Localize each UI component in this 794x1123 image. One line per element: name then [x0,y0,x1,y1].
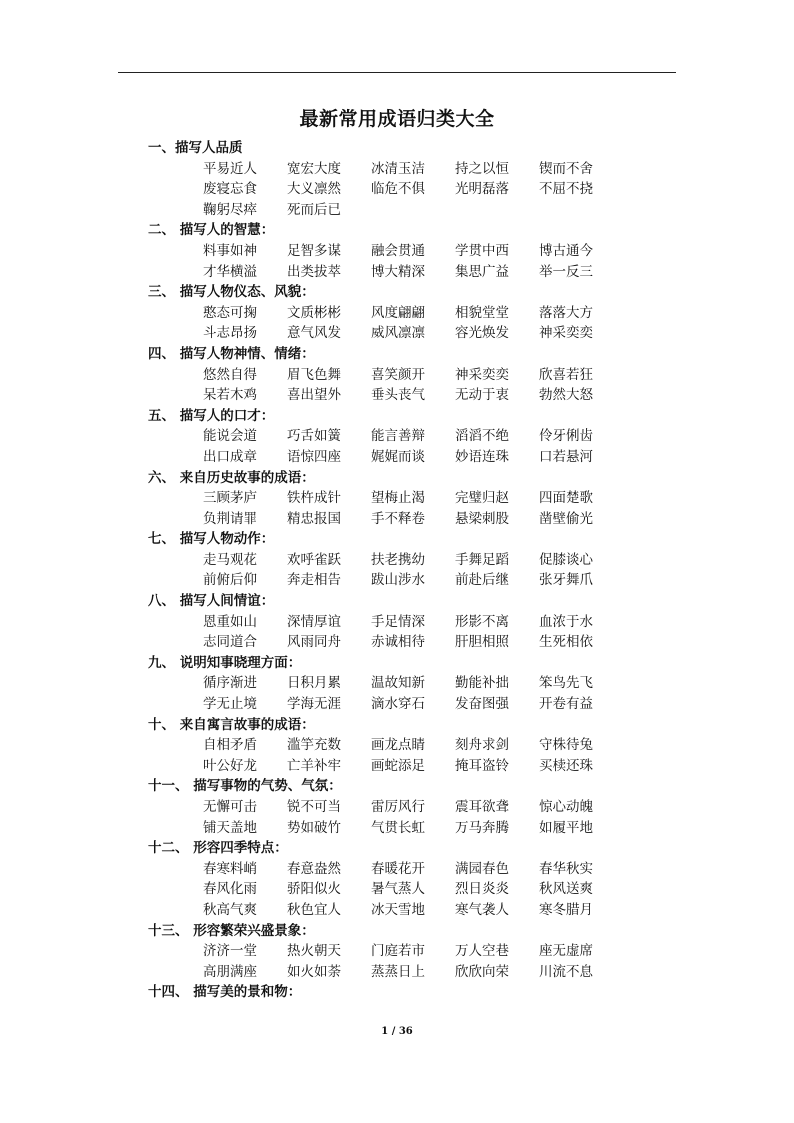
idiom: 万马奔腾 [455,819,509,836]
idiom: 悬梁刺股 [455,510,509,527]
idiom-row [148,673,618,694]
idiom: 跋山涉水 [371,572,425,589]
idiom: 温故知新 [371,675,425,692]
idiom: 风雨同舟 [287,634,341,651]
idiom-row [148,323,618,344]
idiom: 语惊四座 [287,448,341,465]
idiom: 促膝谈心 [539,551,593,568]
idiom: 热火朝天 [287,943,341,960]
idiom: 巧舌如簧 [287,428,341,445]
idiom: 负荆请罪 [203,510,257,527]
idiom: 叶公好龙 [203,757,257,774]
idiom: 垂头丧气 [371,387,425,404]
idiom: 无懈可击 [203,799,257,815]
idiom-list [148,138,618,1003]
idiom: 势如破竹 [287,819,341,836]
idiom: 出类拔萃 [287,263,341,280]
idiom: 春意盎然 [287,860,341,877]
idiom: 冰清玉洁 [371,160,425,177]
idiom: 画蛇添足 [371,757,425,774]
idiom: 扶老携幼 [371,551,425,568]
idiom-row [148,818,618,839]
idiom: 骄阳似火 [287,881,341,898]
idiom: 悠然自得 [203,366,257,383]
idiom: 手舞足蹈 [455,551,509,568]
idiom: 出口成章 [203,448,257,465]
idiom: 呆若木鸡 [203,387,257,404]
idiom: 博古通今 [539,242,593,259]
idiom: 光明磊落 [455,181,509,198]
section-heading: 二、 描写人的智慧： [148,222,275,239]
idiom: 秋色宜人 [287,901,341,918]
section-heading: 五、 描写人的口才： [148,407,275,424]
idiom: 宽宏大度 [287,160,341,177]
idiom: 满园春色 [455,860,509,877]
idiom: 恩重如山 [203,613,257,630]
idiom-row [148,962,618,983]
idiom: 气贯长虹 [371,819,425,836]
idiom-row [148,859,618,880]
idiom: 神采奕奕 [539,325,593,342]
idiom: 容光焕发 [455,325,509,342]
idiom: 画龙点睛 [371,737,425,754]
idiom: 才华横溢 [203,263,257,280]
idiom: 足智多谋 [287,242,341,259]
idiom-row [148,426,618,447]
idiom: 意气风发 [287,325,341,342]
idiom: 废寝忘食 [203,181,257,198]
idiom: 凿壁偷光 [539,510,593,527]
idiom: 手不释卷 [371,510,425,527]
idiom: 亡羊补牢 [287,757,341,774]
idiom-row [148,159,618,180]
idiom: 学海无涯 [287,696,341,713]
section-heading: 八、 描写人间情谊： [148,593,275,610]
idiom: 伶牙俐齿 [539,428,593,445]
page-title: 最新常用成语归类大全 [299,108,495,130]
idiom: 秋风送爽 [539,881,593,898]
idiom: 欢呼雀跃 [287,551,341,568]
idiom: 勃然大怒 [539,387,593,404]
idiom: 门庭若市 [371,943,425,960]
idiom: 临危不俱 [371,181,425,198]
section-heading: 三、 描写人物仪态、风貌： [148,284,315,301]
idiom: 买椟还珠 [539,757,593,774]
idiom: 日积月累 [287,675,341,692]
idiom: 无动于衷 [455,387,509,404]
idiom: 开卷有益 [539,696,593,713]
idiom: 手足情深 [371,613,425,630]
idiom: 相貌堂堂 [455,304,509,321]
section-heading: 十四、 描写美的景和物： [148,984,302,1001]
idiom: 冰天雪地 [371,901,425,918]
idiom: 举一反三 [539,263,593,280]
idiom: 四面楚歌 [539,490,593,507]
idiom: 济济一堂 [203,943,257,960]
idiom: 喜出望外 [287,387,341,404]
idiom: 学无止境 [203,696,257,713]
idiom: 能言善辩 [371,428,425,445]
idiom-row [148,447,618,468]
idiom: 惊心动魄 [539,799,593,815]
idiom-row [148,879,618,900]
page-number: 1 / 36 [381,1026,413,1037]
idiom: 落落大方 [539,304,593,321]
idiom: 融会贯通 [371,242,425,259]
idiom: 走马观花 [203,551,257,568]
idiom: 震耳欲聋 [455,799,509,815]
idiom: 刻舟求剑 [455,737,509,754]
idiom: 滥竽充数 [287,737,341,754]
idiom-row [148,900,618,921]
idiom: 雷厉风行 [371,799,425,815]
idiom-row [148,241,618,262]
idiom-row [148,941,618,962]
idiom: 完璧归赵 [455,490,509,507]
idiom-row [148,365,618,386]
idiom: 欣喜若狂 [539,366,593,383]
idiom: 鞠躬尽瘁 [203,201,257,218]
idiom: 锐不可当 [287,799,341,815]
idiom: 川流不息 [539,963,593,980]
idiom: 笨鸟先飞 [539,675,593,692]
section-heading: 七、 描写人物动作： [148,531,275,548]
idiom: 喜笑颜开 [371,366,425,383]
idiom: 座无虚席 [539,943,593,960]
idiom: 奔走相告 [287,572,341,589]
idiom: 前赴后继 [455,572,509,589]
idiom-row [148,179,618,200]
idiom: 自相矛盾 [203,737,257,754]
idiom-row [148,797,618,818]
idiom: 暑气蒸人 [371,881,425,898]
idiom-row [148,488,618,509]
idiom: 如履平地 [539,819,593,836]
idiom-row [148,632,618,653]
idiom: 口若悬河 [539,448,593,465]
idiom: 万人空巷 [455,943,509,960]
idiom: 烈日炎炎 [455,881,509,898]
idiom: 不屈不挠 [539,181,593,198]
idiom: 能说会道 [203,428,257,445]
section-heading: 六、 来自历史故事的成语： [148,469,315,486]
idiom: 三顾茅庐 [203,490,257,507]
section-heading: 十一、 描写事物的气势、气氛： [148,778,342,795]
idiom-row [148,735,618,756]
idiom: 形影不离 [455,613,509,630]
idiom: 集思广益 [455,263,509,280]
idiom: 志同道合 [203,634,257,651]
idiom: 憨态可掬 [203,304,257,321]
idiom-row [148,303,618,324]
header-rule [118,72,676,73]
idiom: 血浓于水 [539,613,593,630]
idiom: 蒸蒸日上 [371,963,425,980]
idiom: 死而后已 [287,201,341,218]
idiom: 春华秋实 [539,860,593,877]
idiom: 斗志昂扬 [203,325,257,342]
idiom: 持之以恒 [455,160,509,177]
idiom-row [148,612,618,633]
idiom-row [148,385,618,406]
idiom: 望梅止渴 [371,490,425,507]
idiom: 前俯后仰 [203,572,257,589]
idiom-row [148,570,618,591]
idiom: 平易近人 [203,160,257,177]
idiom: 深情厚谊 [287,613,341,630]
idiom: 学贯中西 [455,242,509,259]
idiom: 守株待兔 [539,737,593,754]
idiom: 大义凛然 [287,181,341,198]
idiom: 娓娓而谈 [371,448,425,465]
idiom: 春寒料峭 [203,860,257,877]
idiom: 文质彬彬 [287,304,341,321]
idiom: 高朋满座 [203,963,257,980]
idiom: 生死相依 [539,634,593,651]
idiom: 发奋图强 [455,696,509,713]
idiom: 寒冬腊月 [539,901,593,918]
idiom: 循序渐进 [203,675,257,692]
idiom: 滴水穿石 [371,696,425,713]
idiom: 寒气袭人 [455,901,509,918]
idiom: 肝胆相照 [455,634,509,651]
idiom: 掩耳盗铃 [455,757,509,774]
idiom: 眉飞色舞 [287,366,341,383]
idiom: 妙语连珠 [455,448,509,465]
idiom-row [148,200,618,221]
idiom-row [148,550,618,571]
idiom: 春风化雨 [203,881,257,898]
idiom-row [148,694,618,715]
idiom: 滔滔不绝 [455,428,509,445]
idiom: 威风凛凛 [371,325,425,342]
idiom: 秋高气爽 [203,901,257,918]
section-heading: 十、 来自寓言故事的成语： [148,716,315,733]
idiom: 赤诚相待 [371,634,425,651]
idiom: 风度翩翩 [371,304,425,321]
idiom: 料事如神 [203,242,257,259]
idiom: 锲而不舍 [539,160,593,177]
idiom-row [148,756,618,777]
section-heading: 一、描写人品质 [148,140,243,156]
idiom: 精忠报国 [287,510,341,527]
idiom: 春暖花开 [371,860,425,877]
idiom: 欣欣向荣 [455,963,509,980]
idiom: 博大精深 [371,263,425,280]
section-heading: 十三、 形容繁荣兴盛景象： [148,922,315,939]
idiom: 铁杵成针 [287,490,341,507]
idiom: 如火如荼 [287,963,341,980]
section-heading: 十二、 形容四季特点： [148,840,288,857]
idiom: 勤能补拙 [455,675,509,692]
idiom-row [148,509,618,530]
section-heading: 九、 说明知事晓理方面： [148,654,302,671]
idiom: 张牙舞爪 [539,572,593,589]
section-heading: 四、 描写人物神情、情绪： [148,345,315,362]
idiom-row [148,262,618,283]
idiom: 神采奕奕 [455,366,509,383]
idiom: 铺天盖地 [203,819,257,836]
